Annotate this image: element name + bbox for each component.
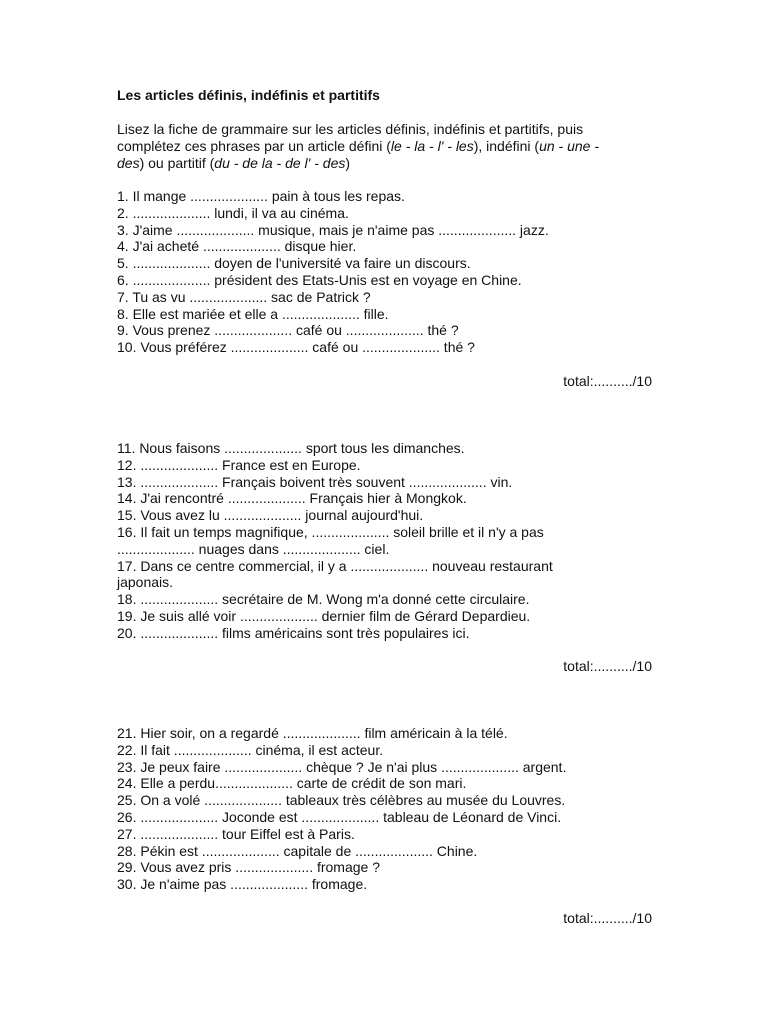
- exercise-item: 9. Vous prenez .................... café ou .................... thé ?: [117, 322, 459, 339]
- exercise-item: 7. Tu as vu .................... sac de Patrick ?: [117, 288, 371, 305]
- exercise-item: 5. .................... doyen de l'université va faire un discours.: [117, 255, 471, 272]
- definite-articles-list: le - la - l' - les: [390, 138, 474, 154]
- exercise-item: 22. Il fait .................... cinéma, il est acteur.: [117, 741, 384, 758]
- exercise-item: 3. J'aime .................... musique, mais je n'aime pas .................... jazz.: [117, 221, 549, 238]
- exercise-item: 17. Dans ce centre commercial, il y a .................... nouveau restaurant: [117, 557, 553, 574]
- exercise-item: 18. .................... secrétaire de M. Wong m'a donné cette circulaire.: [117, 591, 530, 608]
- exercise-item: 4. J'ai acheté .................... disque hier.: [117, 238, 357, 255]
- partitive-articles-list: du - de la - de l' - des: [214, 155, 346, 171]
- indefinite-articles-list: un - une -: [539, 138, 600, 154]
- exercise-item: 30. Je n'aime pas .................... fromage.: [117, 876, 368, 893]
- exercise-item: japonais.: [117, 574, 174, 591]
- exercise-section-1: [117, 188, 677, 356]
- exercise-item: 25. On a volé .................... tableaux très célèbres au musée du Louvres.: [117, 792, 566, 809]
- section-1-total: total:........../10: [563, 373, 652, 389]
- instructions-text: complétez ces phrases par un article défini (: [117, 138, 391, 154]
- exercise-item: 27. .................... tour Eiffel est à Paris.: [117, 825, 355, 842]
- exercise-section-2: [117, 440, 677, 642]
- exercise-item: 6. .................... président des Etats-Unis est en voyage en Chine.: [117, 271, 522, 288]
- exercise-item: 23. Je peux faire .................... chèque ? Je n'ai plus .................... argent.: [117, 758, 567, 775]
- instructions-line-2: [117, 138, 657, 155]
- exercise-item: 14. J'ai rencontré .................... Français hier à Mongkok.: [117, 490, 467, 507]
- exercise-item: 2. .................... lundi, il va au cinéma.: [117, 204, 349, 221]
- exercise-item: 1. Il mange .................... pain à tous les repas.: [117, 188, 405, 204]
- section-2-total: total:........../10: [563, 658, 652, 674]
- exercise-item: 21. Hier soir, on a regardé .................... film américain à la télé.: [117, 725, 508, 741]
- exercise-item: 28. Pékin est .................... capitale de .................... Chine.: [117, 842, 478, 859]
- exercise-item: 10. Vous préférez .................... café ou .................... thé ?: [117, 339, 475, 356]
- exercise-item: 16. Il fait un temps magnifique, .................... soleil brille et il n'y a pas: [117, 523, 544, 540]
- exercise-item: 20. .................... films américains sont très populaires ici.: [117, 624, 470, 641]
- exercise-item: 11. Nous faisons .................... sport tous les dimanches.: [117, 440, 465, 456]
- exercise-item: 12. .................... France est en Europe.: [117, 456, 361, 473]
- exercise-item: 13. .................... Français boivent très souvent .................... vin.: [117, 473, 513, 490]
- worksheet-title: Les articles définis, indéfinis et partitifs: [117, 87, 380, 103]
- section-3-total: total:........../10: [563, 910, 652, 926]
- exercise-item: 8. Elle est mariée et elle a .................... fille.: [117, 305, 389, 322]
- exercise-section-3: [117, 725, 677, 893]
- instructions-text: ): [345, 155, 351, 171]
- indefinite-articles-list-cont: des: [117, 155, 140, 171]
- exercise-item: 24. Elle a perdu.................... carte de crédit de son mari.: [117, 775, 467, 792]
- exercise-item: 19. Je suis allé voir .................... dernier film de Gérard Depardieu.: [117, 607, 531, 624]
- instructions: [117, 121, 657, 172]
- instructions-line-3: [117, 155, 657, 172]
- instructions-line-1: Lisez la fiche de grammaire sur les articles définis, indéfinis et partitifs, puis: [117, 121, 584, 137]
- instructions-text: ), indéfini (: [473, 138, 540, 154]
- exercise-item: 26. .................... Joconde est .................... tableau de Léonard de Vinci.: [117, 808, 562, 825]
- exercise-item: .................... nuages dans .................... ciel.: [117, 540, 390, 557]
- exercise-item: 29. Vous avez pris .................... fromage ?: [117, 859, 381, 876]
- instructions-text: ) ou partitif (: [139, 155, 215, 171]
- exercise-item: 15. Vous avez lu .................... journal aujourd'hui.: [117, 507, 424, 524]
